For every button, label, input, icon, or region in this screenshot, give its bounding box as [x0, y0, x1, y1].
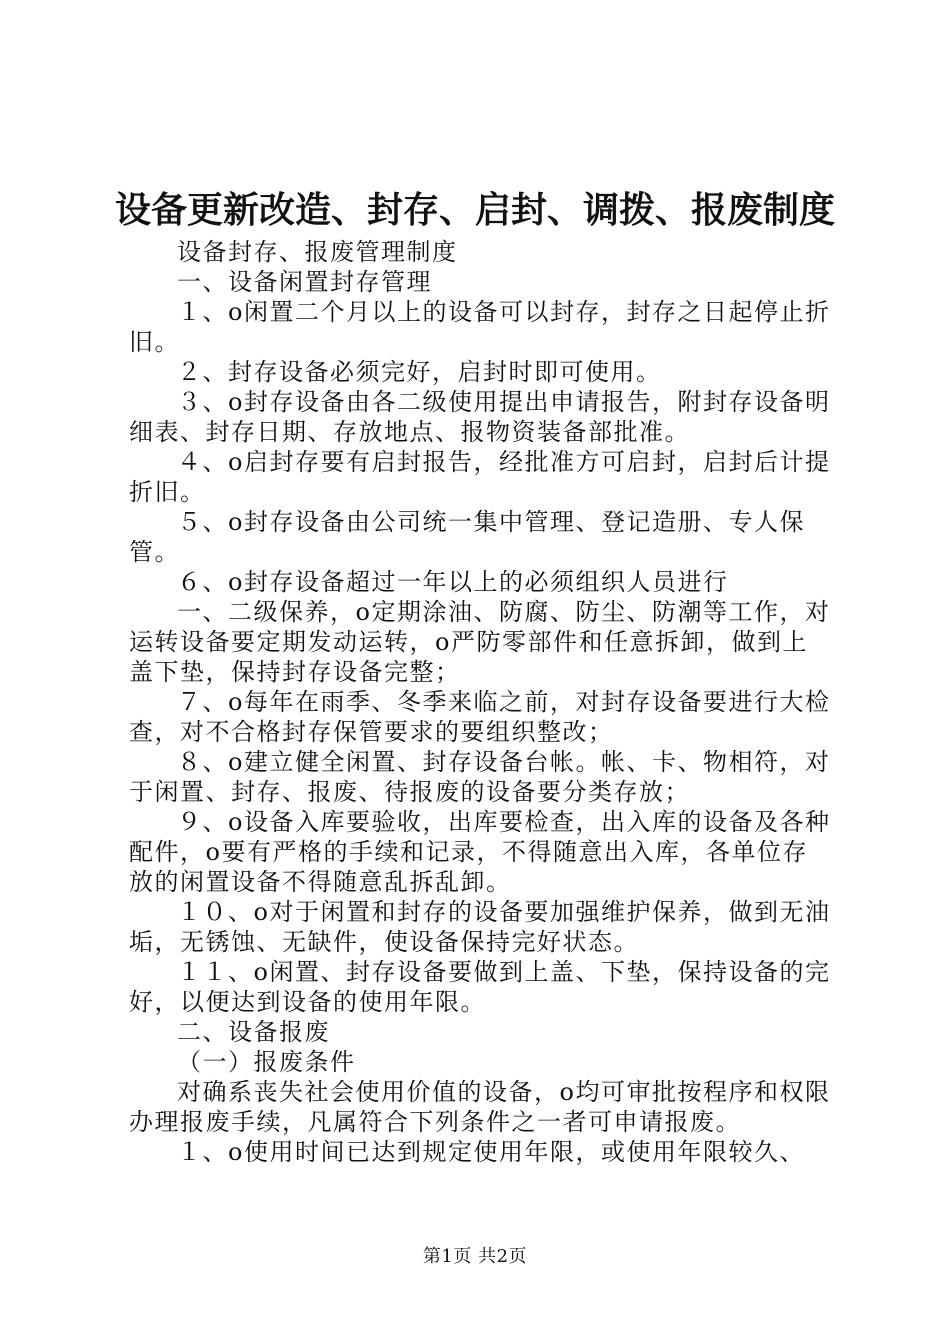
paragraph: ４、o启封存要有启封报告，经批准方可启封，启封后计提折旧。	[129, 448, 831, 506]
paragraph: １０、o对于闲置和封存的设备要加强维护保养，做到无油垢，无锈蚀、无缺件，使设备保持完好状态。	[129, 898, 831, 956]
document-title: 设备更新改造、封存、启封、调拨、报废制度	[114, 189, 835, 231]
page-footer: 第1页 共2页	[422, 1246, 528, 1267]
paragraph: ２、封存设备必须完好，启封时即可使用。	[177, 358, 662, 386]
paragraph: ９、o设备入库要验收，出库要检查，出入库的设备及各种配件，o要有严格的手续和记录，不得随意出入库，各单位存放的闲置设备不得随意乱拆乱卸。	[129, 808, 831, 896]
paragraph: ８、o建立健全闲置、封存设备台帐。帐、卡、物相符，对于闲置、封存、报废、待报废的设备要分类存放；	[129, 748, 831, 806]
paragraph: ７、o每年在雨季、冬季来临之前，对封存设备要进行大检查，对不合格封存保管要求的要组织整改；	[129, 688, 831, 746]
subsection-heading: （一）报废条件	[177, 1048, 356, 1076]
paragraph: １、o使用时间已达到规定使用年限，或使用年限较久、	[177, 1138, 805, 1166]
paragraph: ６、o封存设备超过一年以上的必须组织人员进行	[177, 568, 729, 596]
section-heading: 二、设备报废	[177, 1018, 330, 1046]
section-heading: 一、设备闲置封存管理	[177, 268, 432, 296]
paragraph: 对确系丧失社会使用价值的设备，o均可审批按程序和权限办理报废手续，凡属符合下列条件之一者可申请报废。	[129, 1078, 831, 1136]
document-body	[129, 237, 831, 1167]
paragraph: １、o闲置二个月以上的设备可以封存，封存之日起停止折旧。	[129, 298, 831, 356]
paragraph: １１、o闲置、封存设备要做到上盖、下垫，保持设备的完好，以便达到设备的使用年限。	[129, 958, 831, 1016]
paragraph: 设备封存、报废管理制度	[177, 238, 458, 266]
paragraph: ３、o封存设备由各二级使用提出申请报告，附封存设备明细表、封存日期、存放地点、报物资装备部批准。	[129, 388, 831, 446]
paragraph: 一、二级保养，o定期涂油、防腐、防尘、防潮等工作，对运转设备要定期发动运转，o严防零部件和任意拆卸，做到上盖下垫，保持封存设备完整；	[129, 598, 831, 686]
paragraph: ５、o封存设备由公司统一集中管理、登记造册、专人保管。	[129, 508, 805, 566]
